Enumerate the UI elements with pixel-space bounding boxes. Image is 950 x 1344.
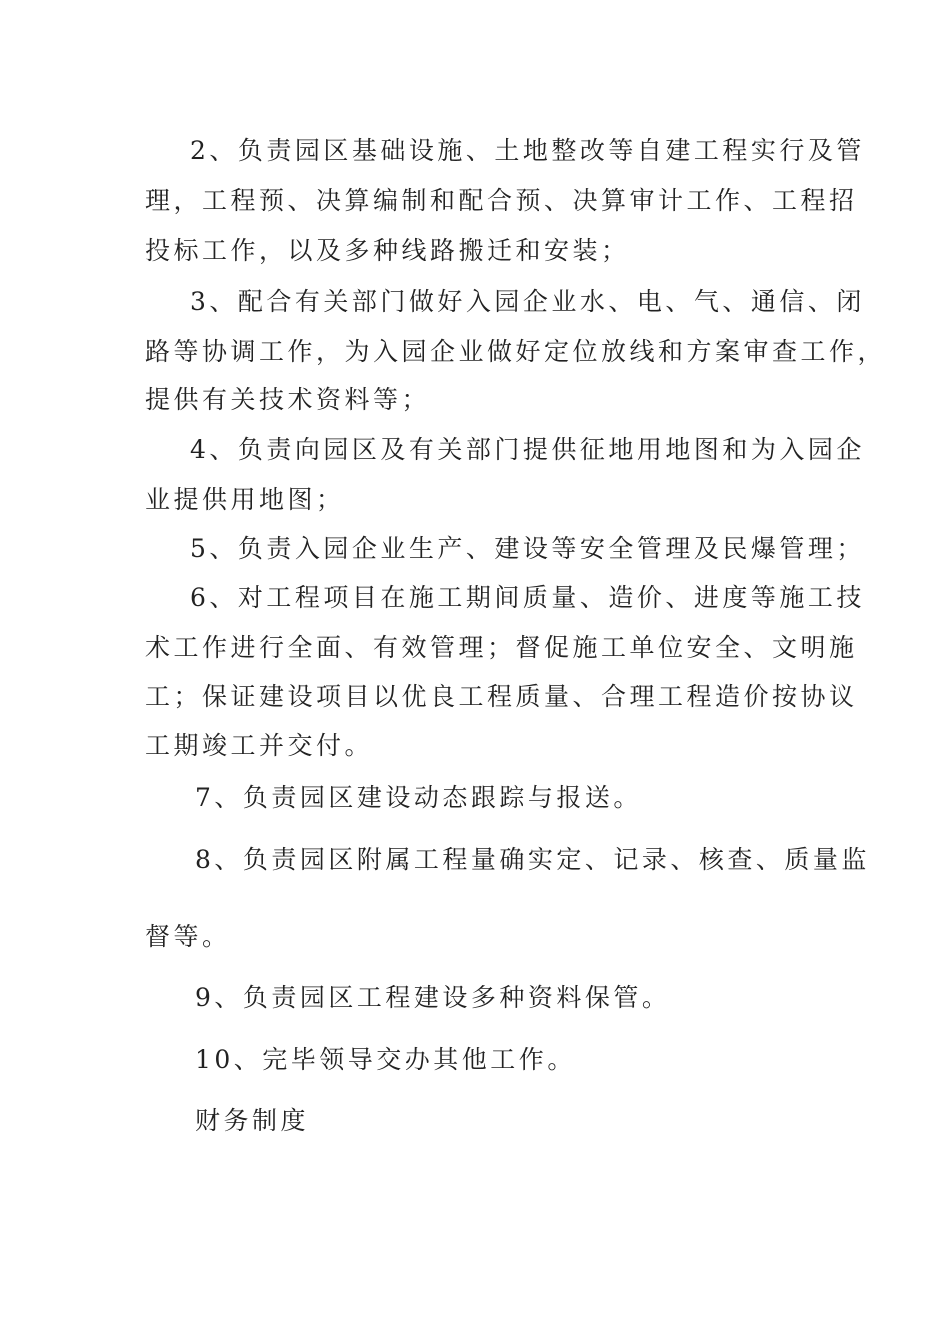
section-heading: 财务制度	[195, 1106, 310, 1135]
item-6-line-3: 工；保证建设项目以优良工程质量、合理工程造价按协议	[145, 682, 858, 711]
item-3-line-2: 路等协调工作，为入园企业做好定位放线和方案审查工作，	[145, 337, 887, 366]
item-4-line-2: 业提供用地图；	[145, 485, 345, 514]
item-6-line-4: 工期竣工并交付。	[145, 731, 374, 760]
item-3-line-1: 3、配合有关部门做好入园企业水、电、气、通信、闭	[190, 287, 865, 316]
item-9-line-1: 9、负责园区工程建设多种资料保管。	[195, 983, 671, 1012]
item-2-line-3: 投标工作，以及多种线路搬迁和安装；	[145, 236, 630, 265]
item-6-line-2: 术工作进行全面、有效管理；督促施工单位安全、文明施	[145, 633, 858, 662]
item-5-line-1: 5、负责入园企业生产、建设等安全管理及民爆管理；	[190, 534, 865, 563]
item-8-line-1: 8、负责园区附属工程量确实定、记录、核查、质量监	[195, 845, 870, 874]
item-4-line-1: 4、负责向园区及有关部门提供征地用地图和为入园企	[190, 435, 865, 464]
item-6-line-1: 6、对工程项目在施工期间质量、造价、进度等施工技	[190, 583, 865, 612]
item-8-line-2: 督等。	[145, 922, 231, 951]
item-7-line-1: 7、负责园区建设动态跟踪与报送。	[195, 783, 642, 812]
item-2-line-1: 2、负责园区基础设施、土地整改等自建工程实行及管	[190, 136, 865, 165]
item-3-line-3: 提供有关技术资料等；	[145, 385, 431, 414]
item-10-line-1: 10、完毕领导交办其他工作。	[195, 1045, 576, 1074]
item-2-line-2: 理，工程预、决算编制和配合预、决算审计工作、工程招	[145, 186, 858, 215]
